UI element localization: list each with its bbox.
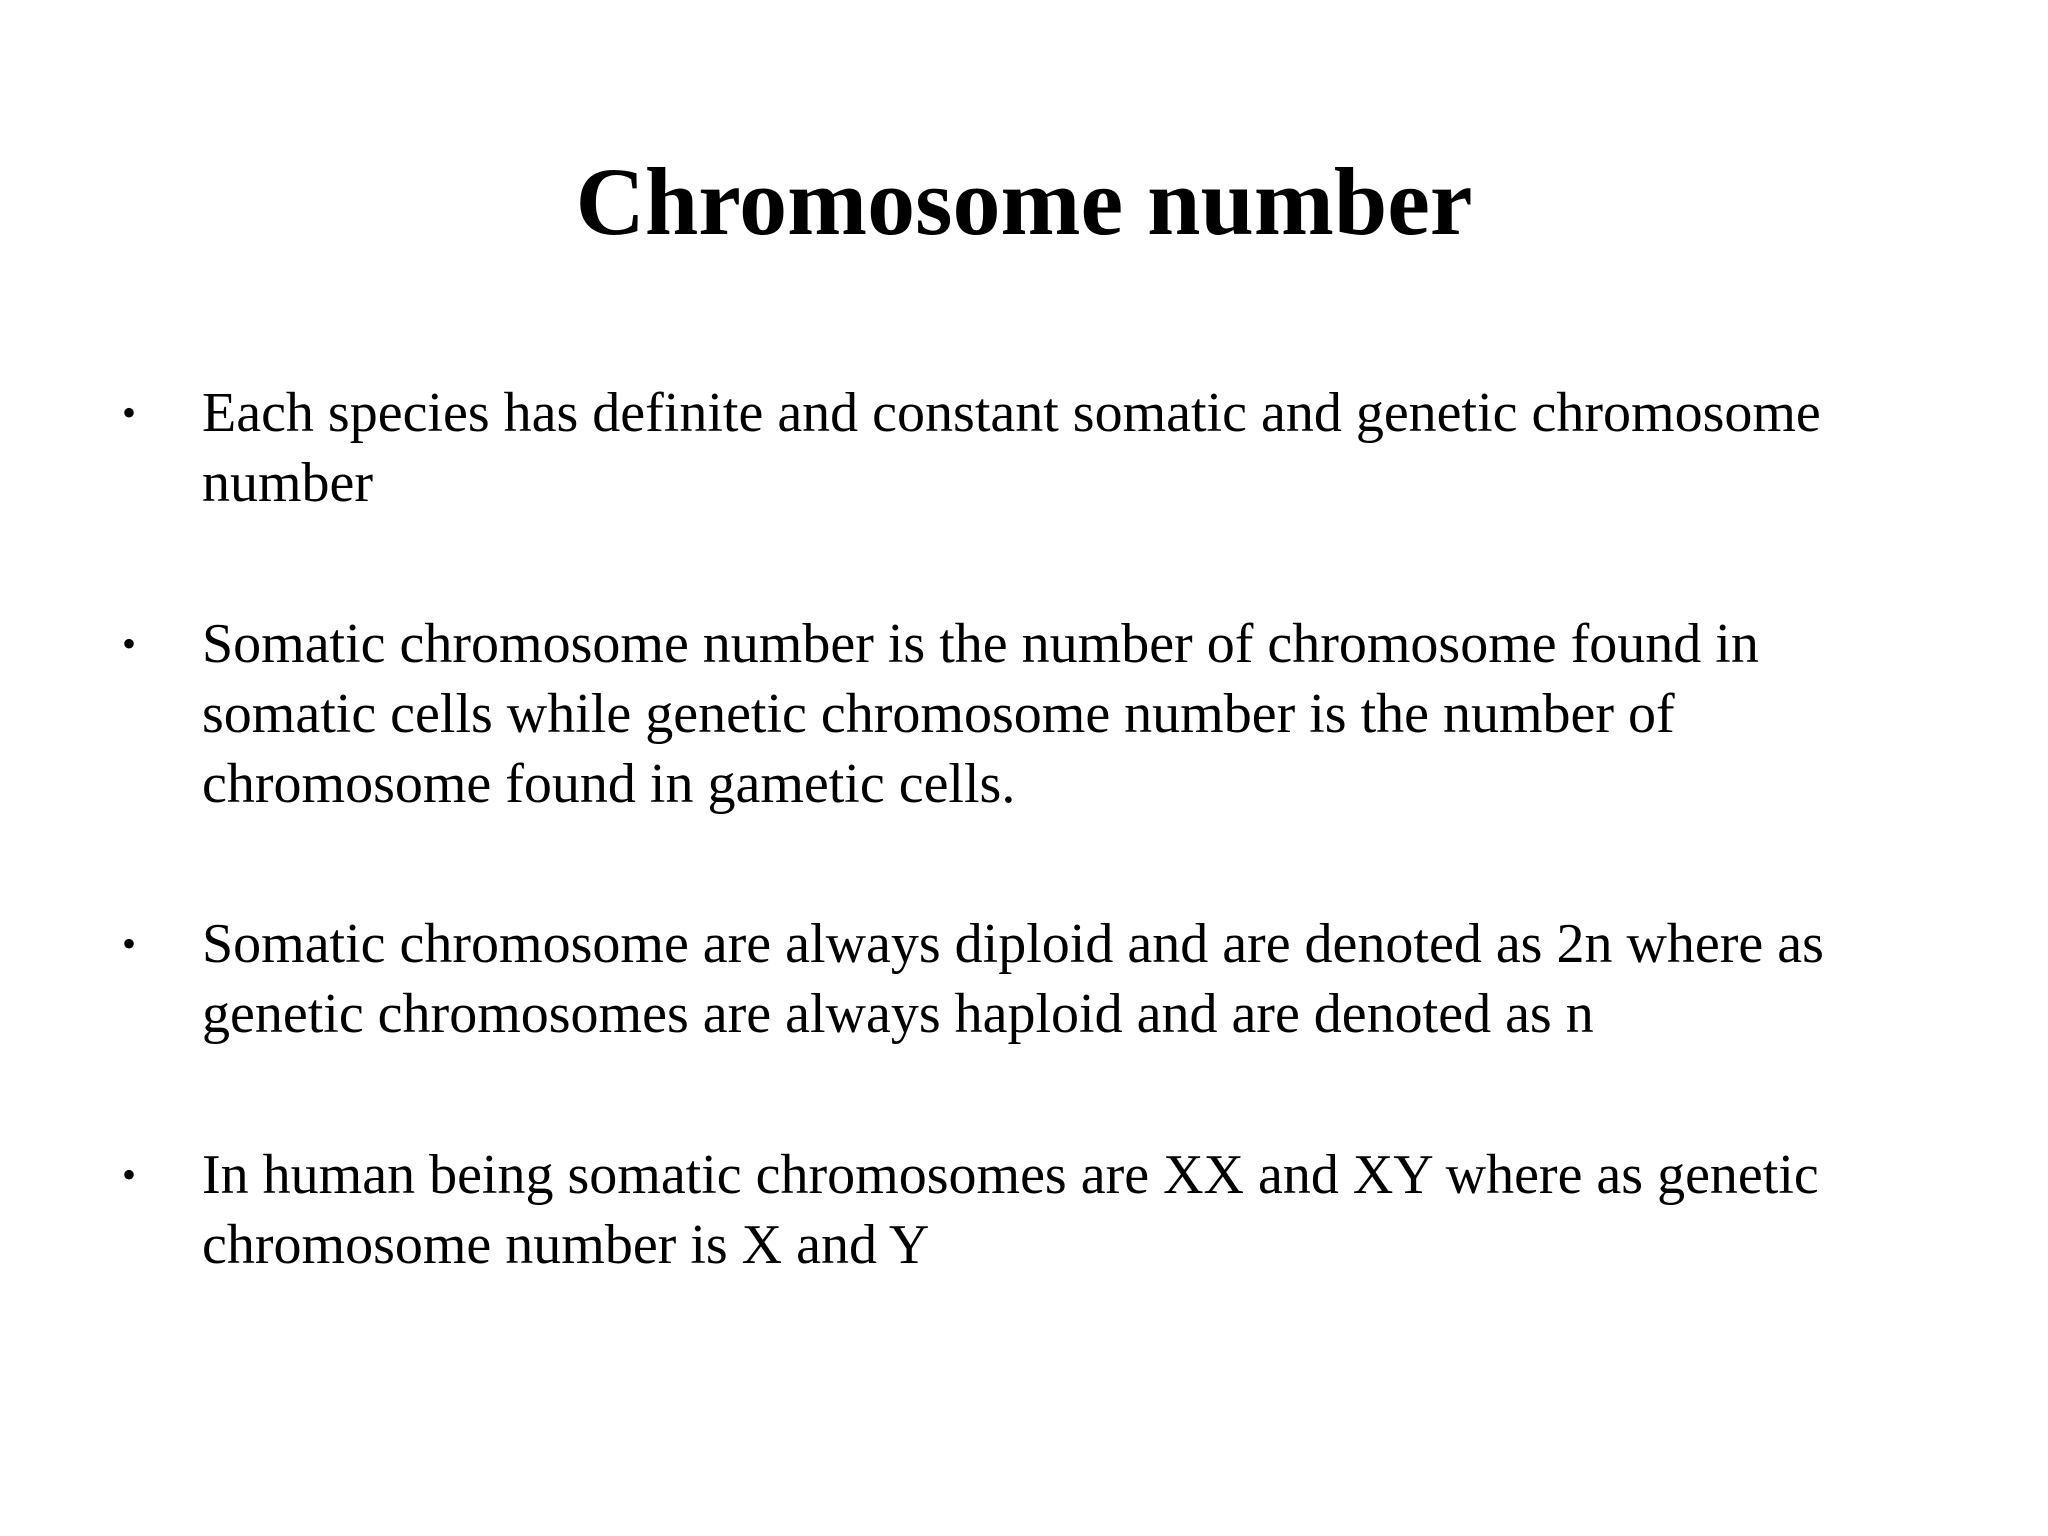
- bullet-line: chromosome number is X and Y: [202, 1214, 930, 1276]
- bullet-dot-icon: •: [122, 621, 137, 666]
- bullet-text: [202, 378, 1902, 518]
- slide-title: Chromosome number: [575, 148, 1473, 255]
- bullet-dot-icon: •: [122, 390, 137, 435]
- bullet-text: [202, 909, 1902, 1049]
- bullet-dot-icon: •: [122, 1152, 137, 1197]
- bullet-line: Somatic chromosome are always diploid and are denoted as 2n where as: [202, 913, 1824, 975]
- bullet-line: number: [202, 452, 374, 514]
- bullet-text: [202, 1140, 1902, 1280]
- bullet-line: Each species has definite and constant somatic and genetic chromosome: [202, 382, 1821, 444]
- bullet-line: somatic cells while genetic chromosome number is the number of: [202, 683, 1675, 745]
- bullet-line: chromosome found in gametic cells.: [202, 753, 1016, 815]
- bullet-text: [202, 609, 1902, 819]
- bullet-dot-icon: •: [122, 921, 137, 966]
- bullet-line: Somatic chromosome number is the number of chromosome found in: [202, 613, 1759, 675]
- bullet-line: In human being somatic chromosomes are XX and XY where as genetic: [202, 1144, 1819, 1206]
- bullet-line: genetic chromosomes are always haploid and are denoted as n: [202, 983, 1594, 1045]
